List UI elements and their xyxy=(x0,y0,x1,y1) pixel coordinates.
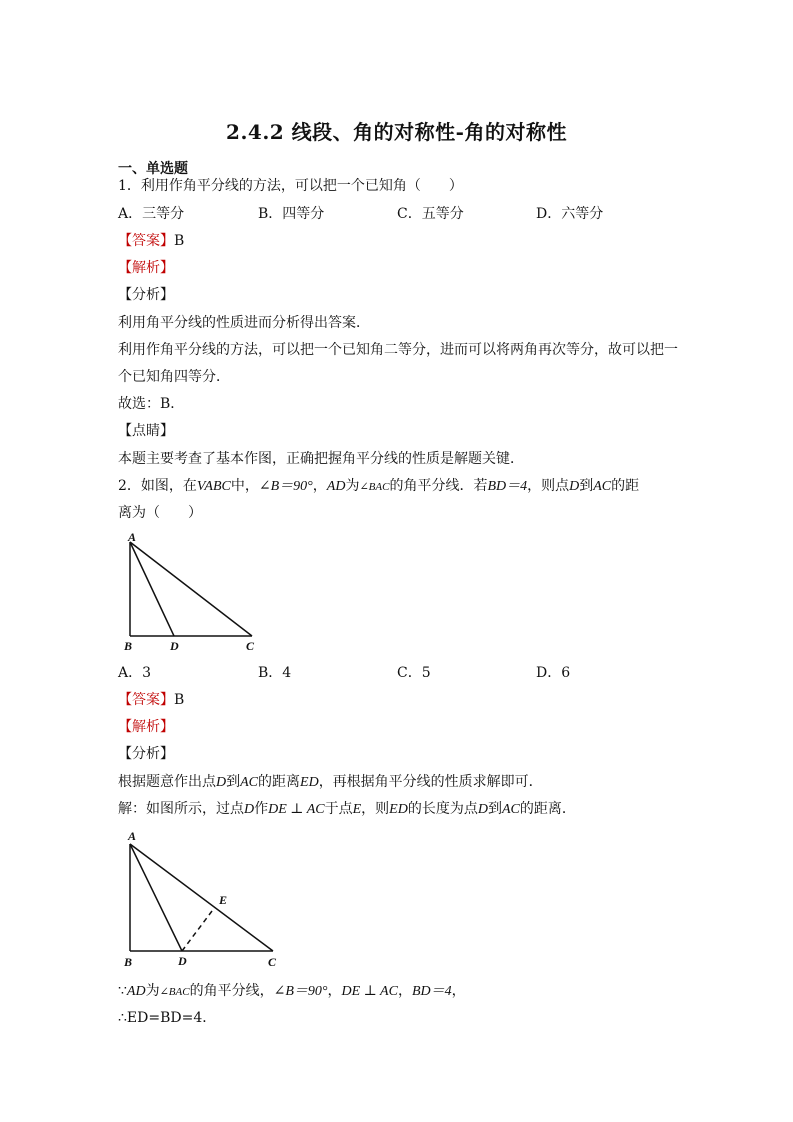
point-d: D xyxy=(216,775,227,790)
q2-triangle: VABC xyxy=(196,479,231,494)
q2-stem-text: ， xyxy=(312,478,327,494)
perpendicular-text: DE ⊥ AC xyxy=(341,984,398,999)
q2-stem-text: 到 xyxy=(579,478,594,494)
answer-label: 【答案】 xyxy=(118,233,174,249)
q2-because xyxy=(118,982,466,1001)
q1-option-c: C．五等分 xyxy=(397,206,464,222)
dianjing-label: 【点睛】 xyxy=(118,423,174,439)
label-a: A xyxy=(128,829,137,843)
q1-choose: 故选：B． xyxy=(118,396,185,412)
text: 解：如图所示，过点 xyxy=(118,801,244,817)
q1-answer-line xyxy=(118,232,184,250)
q1-stem: 1．利用作角平分线的方法，可以把一个已知角（ ） xyxy=(118,178,463,194)
fenxi-label: 【分析】 xyxy=(118,287,174,303)
text: 到 xyxy=(226,774,241,790)
q2-stem-text: 2．如图，在 xyxy=(118,478,197,494)
answer-value: B xyxy=(174,233,185,249)
segment-ac-text: AC xyxy=(240,775,259,790)
angle-b-text: ∠B＝90° xyxy=(273,984,328,999)
text: ， xyxy=(451,983,466,999)
q2-stem-text: ，则点 xyxy=(527,478,570,494)
q2-option-c: C．5 xyxy=(397,665,431,681)
text: ，再根据角平分线的性质求解即可． xyxy=(318,774,543,790)
text: ，则 xyxy=(361,801,390,817)
segment-ed-text: ED xyxy=(389,802,408,817)
q1-option-a: A．三等分 xyxy=(118,206,185,222)
text: ， xyxy=(397,983,412,999)
q1-option-d: D．六等分 xyxy=(536,206,604,222)
perpendicular-text: DE ⊥ AC xyxy=(268,802,325,817)
q2-stem-text: 为 xyxy=(345,478,360,494)
q1-comment: 本题主要考查了基本作图，正确把握角平分线的性质是解题关键． xyxy=(118,451,524,467)
point-d: D xyxy=(477,802,488,817)
bd-text: BD＝4 xyxy=(411,984,452,999)
q2-point-d: D xyxy=(569,479,580,494)
jiexi-label: 【解析】 xyxy=(118,260,174,276)
q2-stem-text: 的距 xyxy=(611,478,640,494)
text: 的距离． xyxy=(519,801,576,817)
text: 的距离 xyxy=(258,774,301,790)
page-title: 2.4.2 线段、角的对称性-角的对称性 xyxy=(226,120,567,144)
q2-ad: AD xyxy=(326,479,346,494)
section-heading: 一、单选题 xyxy=(118,161,188,177)
segment-ad-text: AD xyxy=(126,984,146,999)
q2-therefore: ∴ED=BD=4． xyxy=(118,1010,217,1026)
q2-option-a: A．3 xyxy=(118,665,152,681)
label-e: E xyxy=(219,893,228,907)
q2-angle-b: ∠B＝90° xyxy=(258,479,313,494)
q2-analysis xyxy=(118,773,543,792)
q2-stem-text: 的角平分线．若 xyxy=(389,478,488,494)
segment-ac-text: AC xyxy=(501,802,520,817)
text: 到 xyxy=(487,801,502,817)
q2-stem-line2: 离为（ ） xyxy=(118,505,202,521)
q2-option-b: B．4 xyxy=(258,665,292,681)
text: 的角平分线， xyxy=(189,983,274,999)
because-symbol: ∵ xyxy=(118,983,127,999)
q2-solution xyxy=(118,800,576,819)
q2-option-d: D．6 xyxy=(536,665,571,681)
q1-option-b: B．四等分 xyxy=(258,206,325,222)
point-e: E xyxy=(352,802,362,817)
segment-ac xyxy=(130,542,252,636)
segment-ed-text: ED xyxy=(300,775,319,790)
triangle-figure-2 xyxy=(118,826,293,971)
text: 根据题意作出点 xyxy=(118,774,216,790)
q2-answer-line xyxy=(118,691,184,709)
text: 的长度为点 xyxy=(407,801,478,817)
label-c: C xyxy=(246,639,255,653)
answer-value: B xyxy=(174,692,185,708)
fenxi-label: 【分析】 xyxy=(118,746,174,762)
jiexi-label: 【解析】 xyxy=(118,719,174,735)
q2-stem-text: 中， xyxy=(230,478,259,494)
q2-ac: AC xyxy=(593,479,612,494)
angle-bac-text: ∠BAC xyxy=(159,986,190,998)
label-b: B xyxy=(124,955,133,969)
segment-ac xyxy=(130,844,273,951)
q1-solution-line2: 个已知角四等分． xyxy=(118,369,230,385)
label-d: D xyxy=(178,954,187,968)
q2-bd: BD＝4 xyxy=(487,479,528,494)
point-d: D xyxy=(244,802,255,817)
text: 作 xyxy=(254,801,269,817)
label-b: B xyxy=(124,639,133,653)
answer-label: 【答案】 xyxy=(118,692,174,708)
label-d: D xyxy=(170,639,179,653)
label-c: C xyxy=(268,955,277,969)
q1-solution-line1: 利用作角平分线的方法，可以把一个已知角二等分，进而可以将两角再次等分，故可以把一 xyxy=(118,342,678,358)
text: 于点 xyxy=(324,801,353,817)
q2-stem xyxy=(118,477,639,496)
text: 为 xyxy=(145,983,160,999)
text: ， xyxy=(327,983,342,999)
triangle-figure-1 xyxy=(118,530,268,655)
segment-ad xyxy=(130,542,174,636)
segment-de-dashed xyxy=(182,907,215,951)
q1-analysis: 利用角平分线的性质进而分析得出答案． xyxy=(118,315,370,331)
segment-ad xyxy=(130,844,182,951)
label-a: A xyxy=(128,530,137,544)
q2-angle-bac: ∠BAC xyxy=(359,481,390,493)
